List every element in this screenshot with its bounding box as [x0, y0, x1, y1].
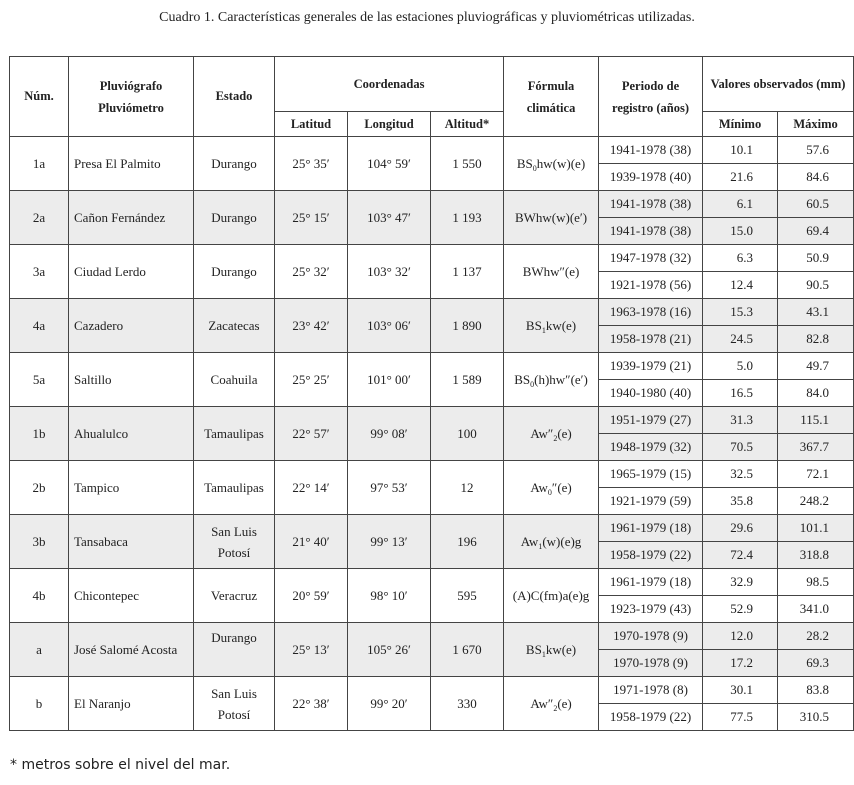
cell-altitud: 330: [431, 677, 504, 731]
cell-formula: $BS_1kw(e)$: [504, 623, 599, 677]
cell-periodo: 1970-1978 (9): [599, 650, 703, 677]
cell-maximo: 28.2: [778, 623, 854, 650]
cell-latitud: 25° 35′: [275, 137, 348, 191]
cell-formula: $Aw_1(w)(e)g$: [504, 515, 599, 569]
cell-latitud: 25° 32′: [275, 245, 348, 299]
cell-estado: Durango: [194, 137, 275, 191]
table-row: [10, 569, 854, 596]
table-row: [10, 515, 854, 542]
cell-maximo: 341.0: [778, 596, 854, 623]
cell-altitud: 100: [431, 407, 504, 461]
cell-longitud: 99° 20′: [348, 677, 431, 731]
cell-formula: $BS_0(h)hw''(e')$: [504, 353, 599, 407]
cell-station-name: Ahualulco: [69, 407, 194, 461]
cell-minimo: 35.8: [703, 488, 778, 515]
cell-maximo: 90.5: [778, 272, 854, 299]
table-row: [10, 245, 854, 272]
cell-estado: San Luis Potosí: [194, 515, 275, 569]
cell-minimo: 24.5: [703, 326, 778, 353]
cell-longitud: 98° 10′: [348, 569, 431, 623]
cell-estado: Durango: [194, 245, 275, 299]
formula-subscript: 0: [532, 163, 537, 173]
cell-altitud: 595: [431, 569, 504, 623]
cell-periodo: 1941-1978 (38): [599, 137, 703, 164]
table-row: [10, 407, 854, 434]
cell-periodo: 1958-1978 (21): [599, 326, 703, 353]
formula-subscript: 2: [553, 433, 558, 443]
cell-periodo: 1951-1979 (27): [599, 407, 703, 434]
cell-maximo: 367.7: [778, 434, 854, 461]
cell-estado: Coahuila: [194, 353, 275, 407]
cell-formula: $Aw''_2(e)$: [504, 407, 599, 461]
cell-periodo: 1921-1979 (59): [599, 488, 703, 515]
cell-formula: BWhw″(e): [504, 245, 599, 299]
cell-latitud: 20° 59′: [275, 569, 348, 623]
footnote: * metros sobre el nivel del mar.: [10, 757, 231, 773]
cell-maximo: 69.3: [778, 650, 854, 677]
header-valores: Valores observados (mm): [703, 57, 854, 112]
cell-maximo: 69.4: [778, 218, 854, 245]
cell-station-name: Cañon Fernández: [69, 191, 194, 245]
cell-altitud: 1 890: [431, 299, 504, 353]
cell-longitud: 103° 47′: [348, 191, 431, 245]
cell-estado: Durango: [194, 191, 275, 245]
cell-periodo: 1963-1978 (16): [599, 299, 703, 326]
cell-periodo: 1939-1978 (40): [599, 164, 703, 191]
cell-maximo: 50.9: [778, 245, 854, 272]
cell-minimo: 77.5: [703, 704, 778, 731]
cell-minimo: 15.0: [703, 218, 778, 245]
cell-minimo: 70.5: [703, 434, 778, 461]
cell-formula: $Aw_0''(e)$: [504, 461, 599, 515]
stations-table: [9, 56, 854, 731]
cell-formula: $BS_0hw(w)(e)$: [504, 137, 599, 191]
cell-minimo: 5.0: [703, 353, 778, 380]
cell-station-name: Presa El Palmito: [69, 137, 194, 191]
header-pluviografo-line1: Pluviógrafo: [99, 78, 163, 93]
cell-latitud: 25° 13′: [275, 623, 348, 677]
cell-periodo: 1941-1978 (38): [599, 218, 703, 245]
header-formula: Fórmula climática: [504, 57, 599, 137]
table-caption: Cuadro 1. Características generales de las estaciones pluviográficas y pluviométricas utilizadas.: [159, 10, 695, 25]
cell-num: 2b: [10, 461, 69, 515]
cell-periodo: 1939-1979 (21): [599, 353, 703, 380]
header-minimo: Mínimo: [703, 112, 778, 137]
cell-minimo: 15.3: [703, 299, 778, 326]
cell-minimo: 12.0: [703, 623, 778, 650]
cell-periodo: 1971-1978 (8): [599, 677, 703, 704]
cell-maximo: 84.0: [778, 380, 854, 407]
cell-station-name: El Naranjo: [69, 677, 194, 731]
cell-periodo: 1947-1978 (32): [599, 245, 703, 272]
cell-altitud: 1 193: [431, 191, 504, 245]
header-estado: Estado: [194, 57, 275, 137]
table-row: [10, 191, 854, 218]
cell-longitud: 99° 13′: [348, 515, 431, 569]
cell-periodo: 1958-1979 (22): [599, 542, 703, 569]
header-periodo: Periodo de registro (años): [599, 57, 703, 137]
cell-minimo: 17.2: [703, 650, 778, 677]
table-row: [10, 137, 854, 164]
cell-latitud: 22° 57′: [275, 407, 348, 461]
cell-maximo: 84.6: [778, 164, 854, 191]
cell-maximo: 43.1: [778, 299, 854, 326]
cell-minimo: 72.4: [703, 542, 778, 569]
cell-maximo: 72.1: [778, 461, 854, 488]
cell-altitud: 1 589: [431, 353, 504, 407]
table-row: [10, 461, 854, 488]
cell-periodo: 1941-1978 (38): [599, 191, 703, 218]
cell-periodo: 1948-1979 (32): [599, 434, 703, 461]
cell-periodo: 1970-1978 (9): [599, 623, 703, 650]
cell-num: 4b: [10, 569, 69, 623]
cell-minimo: 32.9: [703, 569, 778, 596]
formula-subscript: 1: [541, 649, 546, 659]
cell-periodo: 1940-1980 (40): [599, 380, 703, 407]
cell-latitud: 21° 40′: [275, 515, 348, 569]
cell-estado: San Luis Potosí: [194, 677, 275, 731]
cell-formula: (A)C(fm)a(e)g: [504, 569, 599, 623]
cell-station-name: Ciudad Lerdo: [69, 245, 194, 299]
cell-periodo: 1961-1979 (18): [599, 515, 703, 542]
table-row: [10, 677, 854, 704]
table-row: [10, 623, 854, 650]
cell-num: b: [10, 677, 69, 731]
table-row: [10, 299, 854, 326]
cell-latitud: 25° 25′: [275, 353, 348, 407]
cell-maximo: 49.7: [778, 353, 854, 380]
cell-periodo: 1923-1979 (43): [599, 596, 703, 623]
cell-latitud: 25° 15′: [275, 191, 348, 245]
header-longitud: Longitud: [348, 112, 431, 137]
cell-num: a: [10, 623, 69, 677]
cell-minimo: 21.6: [703, 164, 778, 191]
cell-periodo: 1921-1978 (56): [599, 272, 703, 299]
cell-num: 1a: [10, 137, 69, 191]
formula-subscript: 1: [538, 541, 543, 551]
cell-altitud: 1 550: [431, 137, 504, 191]
cell-maximo: 101.1: [778, 515, 854, 542]
formula-subscript: 0: [530, 379, 535, 389]
formula-subscript: 1: [541, 325, 546, 335]
cell-longitud: 103° 06′: [348, 299, 431, 353]
cell-minimo: 29.6: [703, 515, 778, 542]
cell-formula: $BS_1kw(e)$: [504, 299, 599, 353]
cell-minimo: 32.5: [703, 461, 778, 488]
cell-maximo: 318.8: [778, 542, 854, 569]
header-pluviografo-line2: Pluviómetro: [98, 100, 164, 115]
header-pluviografo: [69, 57, 194, 137]
formula-subscript: 0: [547, 487, 552, 497]
cell-num: 2a: [10, 191, 69, 245]
cell-minimo: 52.9: [703, 596, 778, 623]
cell-estado: Zacatecas: [194, 299, 275, 353]
cell-station-name: Tampico: [69, 461, 194, 515]
cell-longitud: 99° 08′: [348, 407, 431, 461]
cell-longitud: 101° 00′: [348, 353, 431, 407]
cell-minimo: 12.4: [703, 272, 778, 299]
cell-periodo: 1958-1979 (22): [599, 704, 703, 731]
cell-maximo: 98.5: [778, 569, 854, 596]
cell-station-name: José Salomé Acosta: [69, 623, 194, 677]
cell-altitud: 12: [431, 461, 504, 515]
cell-minimo: 16.5: [703, 380, 778, 407]
cell-latitud: 23° 42′: [275, 299, 348, 353]
cell-longitud: 97° 53′: [348, 461, 431, 515]
table-body: [10, 137, 854, 731]
cell-minimo: 6.3: [703, 245, 778, 272]
cell-num: 3b: [10, 515, 69, 569]
cell-station-name: Saltillo: [69, 353, 194, 407]
cell-longitud: 105° 26′: [348, 623, 431, 677]
header-altitud: Altitud*: [431, 112, 504, 137]
cell-minimo: 30.1: [703, 677, 778, 704]
cell-maximo: 115.1: [778, 407, 854, 434]
cell-altitud: 196: [431, 515, 504, 569]
cell-station-name: Chicontepec: [69, 569, 194, 623]
cell-minimo: 31.3: [703, 407, 778, 434]
cell-maximo: 83.8: [778, 677, 854, 704]
cell-latitud: 22° 38′: [275, 677, 348, 731]
cell-maximo: 310.5: [778, 704, 854, 731]
cell-maximo: 60.5: [778, 191, 854, 218]
header-maximo: Máximo: [778, 112, 854, 137]
cell-altitud: 1 670: [431, 623, 504, 677]
cell-longitud: 103° 32′: [348, 245, 431, 299]
cell-estado: Durango: [194, 623, 275, 677]
cell-station-name: Cazadero: [69, 299, 194, 353]
cell-num: 4a: [10, 299, 69, 353]
header-coordenadas: Coordenadas: [275, 57, 504, 112]
table-row: [10, 353, 854, 380]
cell-minimo: 10.1: [703, 137, 778, 164]
cell-maximo: 57.6: [778, 137, 854, 164]
cell-num: 3a: [10, 245, 69, 299]
cell-estado: Veracruz: [194, 569, 275, 623]
header-num: Núm.: [10, 57, 69, 137]
cell-station-name: Tansabaca: [69, 515, 194, 569]
cell-estado: Tamaulipas: [194, 461, 275, 515]
cell-periodo: 1961-1979 (18): [599, 569, 703, 596]
cell-maximo: 248.2: [778, 488, 854, 515]
cell-estado: Tamaulipas: [194, 407, 275, 461]
cell-num: 1b: [10, 407, 69, 461]
formula-subscript: 2: [553, 703, 558, 713]
cell-latitud: 22° 14′: [275, 461, 348, 515]
cell-formula: $Aw''_2(e)$: [504, 677, 599, 731]
cell-altitud: 1 137: [431, 245, 504, 299]
cell-longitud: 104° 59′: [348, 137, 431, 191]
cell-maximo: 82.8: [778, 326, 854, 353]
header-latitud: Latitud: [275, 112, 348, 137]
cell-minimo: 6.1: [703, 191, 778, 218]
cell-num: 5a: [10, 353, 69, 407]
cell-formula: BWhw(w)(e′): [504, 191, 599, 245]
cell-periodo: 1965-1979 (15): [599, 461, 703, 488]
